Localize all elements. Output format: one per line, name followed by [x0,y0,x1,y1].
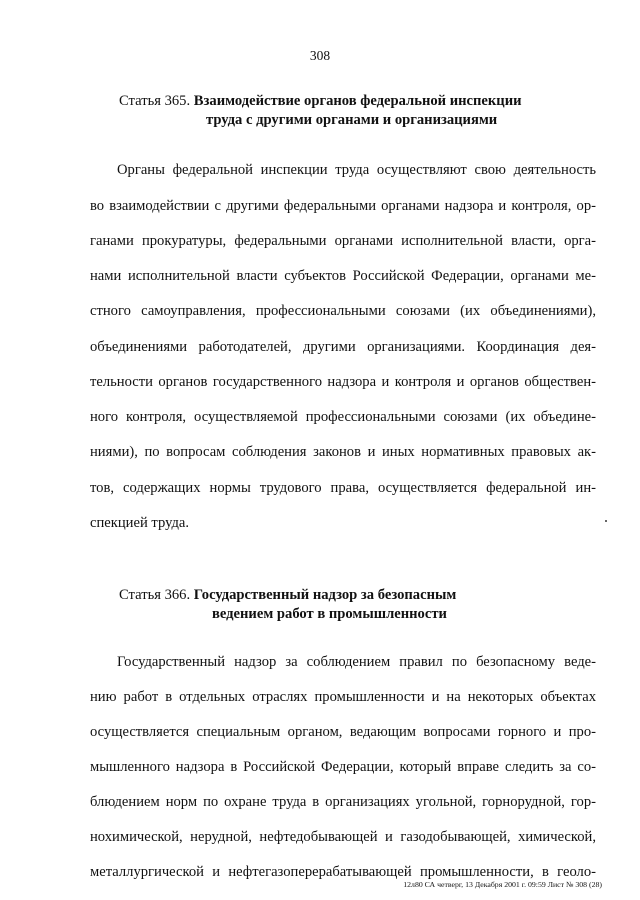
page-number: 308 [309,48,331,63]
article-366-line: нохимической, нерудной, нефтедобывающей и газодобывающей, химической, [90,829,596,845]
article-366-line: мышленного надзора в Российской Федерации, который вправе следить за со- [90,759,596,775]
article-365-line: тельности органов государственного надзора и контроля и органов обществен- [90,374,596,390]
article-366-label: Статья 366. [119,587,191,603]
article-365-line: объединениями работодателей, другими организациями. Координация дея- [90,339,596,355]
article-366-title-line1: Государственный надзор за безопасным [193,587,457,603]
article-365-line: Органы федеральной инспекции труда осуществляют свою деятельность [117,162,596,178]
article-365-line: ного контроля, осуществляемой профессиональными союзами (их объедине- [90,409,596,425]
article-366-line: блюдением норм по охране труда в организациях угольной, горнорудной, гор- [90,794,596,810]
article-365-line: ганами прокуратуры, федеральными органами исполнительной власти, орга- [90,233,596,249]
article-365-label: Статья 365. [119,93,191,109]
scan-speck [605,520,607,522]
page-footer: 12л80 СА четверг, 13 Декабря 2001 г. 09:59 Лист № 308 (28) [403,880,602,889]
article-365-line: ниями), по вопросам соблюдения законов и иных нормативных правовых ак- [90,444,596,460]
article-366-line: осуществляется специальным органом, ведающим вопросами горного и про- [90,724,596,740]
article-365-line: тов, содержащих нормы трудового права, осуществляется федеральной ин- [90,480,596,496]
article-365-line: стного самоуправления, профессиональными союзами (их объединениями), [90,303,596,319]
article-366-line: металлургической и нефтегазоперерабатывающей промышленности, в геоло- [90,864,596,880]
article-365-line: во взаимодействии с другими федеральными органами надзора и контроля, ор- [90,198,596,214]
article-366-line: нию работ в отдельных отраслях промышленности и на некоторых объектах [90,689,596,705]
article-366-title-line2: ведением работ в промышленности [212,606,447,622]
article-366-line: Государственный надзор за соблюдением правил по безопасному веде- [117,654,596,670]
article-365-line: нами исполнительной власти субъектов Российской Федерации, органами ме- [90,268,596,284]
article-366-heading [119,585,456,606]
article-365-title-line2: труда с другими органами и организациями [206,112,498,128]
article-365-line: спекцией труда. [90,515,189,531]
article-365-heading [119,91,522,112]
article-365-title-line1: Взаимодействие органов федеральной инспекции [193,93,522,109]
